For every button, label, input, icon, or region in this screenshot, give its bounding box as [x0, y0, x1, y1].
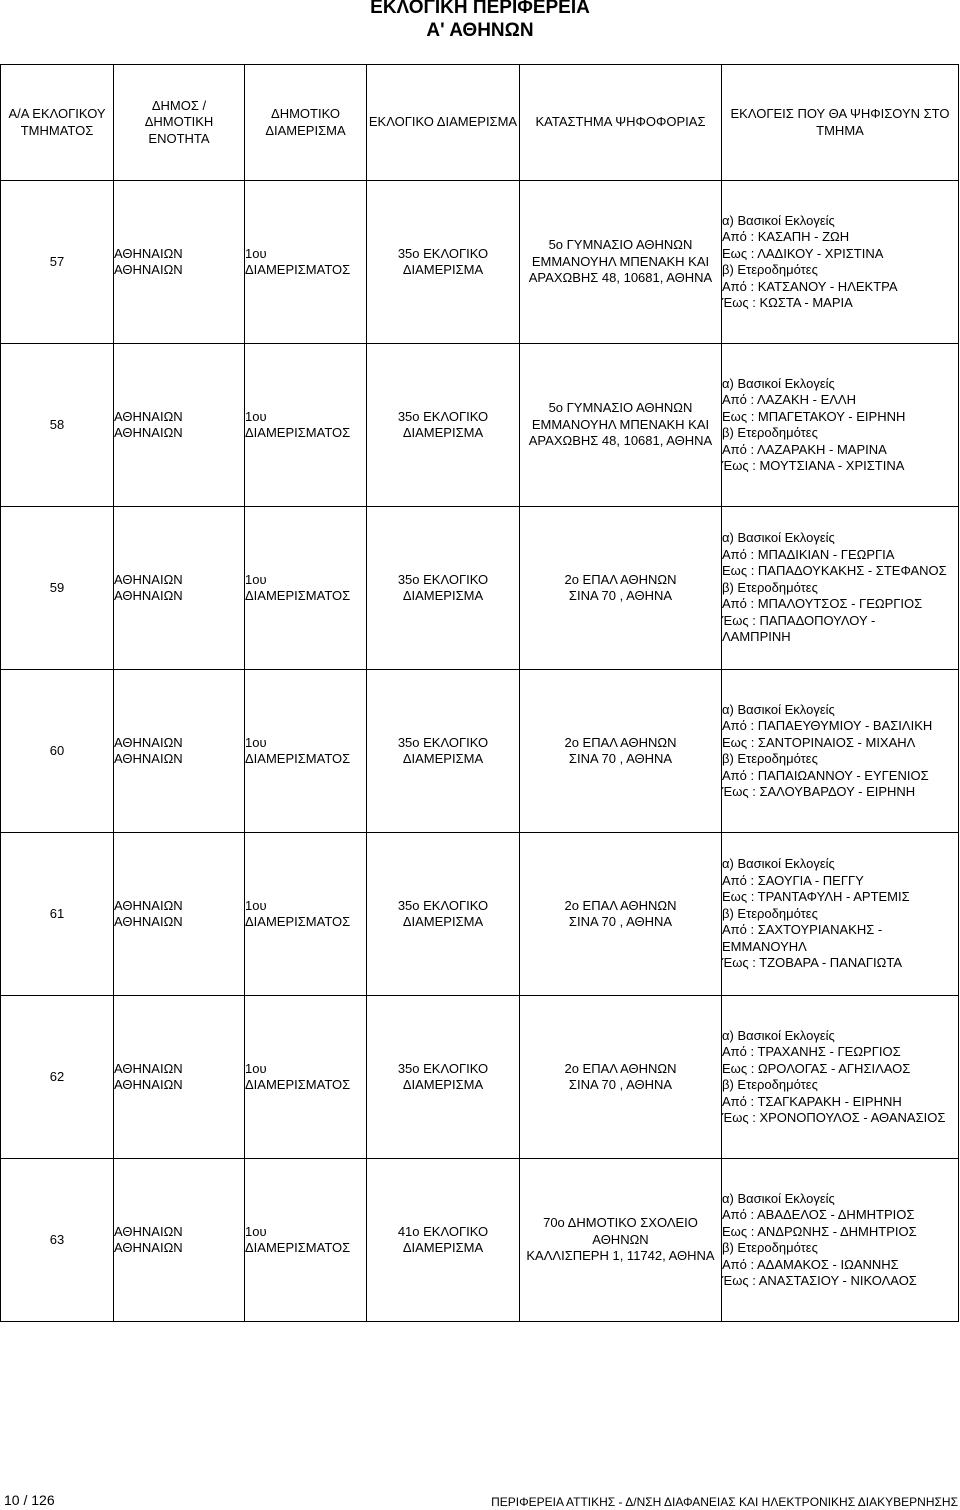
- cell-line: Από : ΑΔΑΜΑΚΟΣ - ΙΩΑΝΝΗΣ: [722, 1256, 899, 1272]
- cell-line: ΔΙΑΜΕΡΙΣΜΑ: [402, 751, 484, 766]
- table-row: [1, 344, 959, 507]
- cell-line: ΣΙΝΑ 70 , ΑΘΗΝΑ: [568, 914, 673, 929]
- cell-line: 5ο ΓΥΜΝΑΣΙΟ ΑΘΗΝΩΝ: [548, 400, 693, 416]
- cell-line: ΑΘΗΝΑΙΩΝ: [114, 751, 183, 766]
- cell-line: Εως : ΣΑΝΤΟΡΙΝΑΙΟΣ - ΜΙΧΑΗΛ: [722, 734, 916, 750]
- row-number: 58: [1, 344, 114, 507]
- table-row: [1, 996, 959, 1159]
- page-number: 10 / 126: [4, 1492, 55, 1508]
- katastima-cell: [520, 344, 722, 507]
- cell-line: 2ο ΕΠΑΛ ΑΘΗΝΩΝ: [564, 734, 677, 750]
- cell-line: ΔΙΑΜΕΡΙΣΜΑΤΟΣ: [245, 1240, 351, 1255]
- cell-line: Από : ΤΡΑΧΑΝΗΣ - ΓΕΩΡΓΙΟΣ: [722, 1044, 901, 1059]
- cell-line: 35ο ΕΚΛΟΓΙΚΟ: [397, 1060, 489, 1076]
- cell-line: ΑΘΗΝΑΙΩΝ: [114, 1077, 183, 1092]
- cell-line: α) Βασικοί Εκλογείς: [722, 375, 835, 391]
- cell-line: α) Βασικοί Εκλογείς: [722, 1190, 835, 1206]
- cell-line: β) Ετεροδημότες: [722, 579, 818, 595]
- cell-line: 1ου: [245, 897, 267, 913]
- cell-line: Έως : ΧΡΟΝΟΠΟΥΛΟΣ - ΑΘΑΝΑΣΙΟΣ: [722, 1110, 946, 1125]
- cell-line: ΔΙΑΜΕΡΙΣΜΑ: [402, 1077, 484, 1092]
- cell-line: Από : ΚΑΣΑΠΗ - ΖΩΗ: [722, 229, 850, 244]
- cell-line: Εως : ΑΝΔΡΩΝΗΣ - ΔΗΜΗΤΡΙΟΣ: [722, 1223, 917, 1239]
- eklogiko-cell: [367, 507, 520, 670]
- dimos-cell: [114, 833, 245, 996]
- row-number: 63: [1, 1159, 114, 1322]
- page-subtitle: Α' ΑΘΗΝΩΝ: [426, 20, 534, 41]
- katastima-cell: [520, 996, 722, 1159]
- cell-line: ΕΚΛΟΓΙΚΟ ΔΙΑΜΕΡΙΣΜΑ: [368, 114, 518, 130]
- cell-line: β) Ετεροδημότες: [722, 1240, 818, 1255]
- cell-line: ΚΑΤΑΣΤΗΜΑ ΨΗΦΟΦΟΡΙΑΣ: [535, 114, 706, 130]
- cell-line: 41ο ΕΚΛΟΓΙΚΟ: [397, 1223, 489, 1239]
- eklogiko-cell: [367, 1159, 520, 1322]
- cell-line: ΔΙΑΜΕΡΙΣΜΑ: [402, 914, 484, 929]
- cell-line: ΔΗΜΟΣ /: [151, 97, 207, 113]
- cell-line: β) Ετεροδημότες: [722, 262, 818, 277]
- katastima-cell: [520, 670, 722, 833]
- katastima-cell: [520, 507, 722, 670]
- cell-line: ΔΙΑΜΕΡΙΣΜΑΤΟΣ: [245, 914, 351, 929]
- cell-line: ΤΜΗΜΑ: [816, 122, 864, 138]
- dimos-cell: [114, 181, 245, 344]
- cell-line: 35ο ΕΚΛΟΓΙΚΟ: [397, 245, 489, 261]
- cell-line: ΑΘΗΝΑΙΩΝ: [114, 425, 183, 440]
- cell-line: ΚΑΛΛΙΣΠΕΡΗ 1, 11742, ΑΘΗΝΑ: [526, 1248, 715, 1264]
- diamerisma-cell: [245, 1159, 367, 1322]
- header-aa: [1, 65, 114, 181]
- cell-line: Εως : ΩΡΟΛΟΓΑΣ - ΑΓΗΣΙΛΑΟΣ: [722, 1060, 911, 1076]
- cell-line: 1ου: [245, 1223, 267, 1239]
- cell-line: α) Βασικοί Εκλογείς: [722, 701, 835, 717]
- cell-line: 35ο ΕΚΛΟΓΙΚΟ: [397, 897, 489, 913]
- diamerisma-cell: [245, 996, 367, 1159]
- cell-line: ΑΘΗΝΑΙΩΝ: [114, 245, 183, 261]
- cell-line: 2ο ΕΠΑΛ ΑΘΗΝΩΝ: [564, 1060, 677, 1076]
- cell-line: Έως : ΑΝΑΣΤΑΣΙΟΥ - ΝΙΚΟΛΑΟΣ: [722, 1273, 917, 1288]
- footer-organization: ΠΕΡΙΦΕΡΕΙΑ ΑΤΤΙΚΗΣ - Δ/ΝΣΗ ΔΙΑΦΑΝΕΙΑΣ ΚΑΙ ΗΛΕΚΤΡΟΝΙΚΗΣ ΔΙΑΚΥΒΕΡΝΗΣΗΣ: [491, 1495, 958, 1509]
- cell-line: ΑΘΗΝΑΙΩΝ: [114, 1240, 183, 1255]
- cell-line: ΕΝΟΤΗΤΑ: [148, 130, 210, 146]
- header-eklogiko: [367, 65, 520, 181]
- cell-line: Έως : ΣΑΛΟΥΒΑΡΔΟΥ - ΕΙΡΗΝΗ: [722, 784, 916, 799]
- cell-line: Έως : ΤΖΟΒΑΡΑ - ΠΑΝΑΓΙΩΤΑ: [722, 955, 903, 971]
- dimos-cell: [114, 344, 245, 507]
- row-number: 61: [1, 833, 114, 996]
- cell-line: ΣΙΝΑ 70 , ΑΘΗΝΑ: [568, 588, 673, 603]
- row-number: 59: [1, 507, 114, 670]
- cell-line: 5ο ΓΥΜΝΑΣΙΟ ΑΘΗΝΩΝ: [548, 237, 693, 253]
- cell-line: β) Ετεροδημότες: [722, 751, 818, 766]
- cell-line: ΔΗΜΟΤΙΚΟ: [271, 106, 340, 121]
- table-body: [1, 181, 959, 1322]
- cell-line: ΑΘΗΝΑΙΩΝ: [114, 1223, 183, 1239]
- cell-line: ΔΙΑΜΕΡΙΣΜΑ: [402, 262, 484, 277]
- row-number: 57: [1, 181, 114, 344]
- cell-line: 2ο ΕΠΑΛ ΑΘΗΝΩΝ: [564, 897, 677, 913]
- cell-line: Εως : ΠΑΠΑΔΟΥΚΑΚΗΣ - ΣΤΕΦΑΝΟΣ: [722, 563, 947, 579]
- cell-line: Από : ΛΑΖΑΡΑΚΗ - ΜΑΡΙΝΑ: [722, 441, 887, 457]
- header-dimotiko: [245, 65, 367, 181]
- cell-line: 35ο ΕΚΛΟΓΙΚΟ: [397, 408, 489, 424]
- diamerisma-cell: [245, 344, 367, 507]
- cell-line: Από : ΛΑΖΑΚΗ - ΕΛΛΗ: [722, 392, 856, 407]
- voters-cell: [722, 996, 959, 1159]
- table-row: [1, 670, 959, 833]
- cell-line: Από : ΠΑΠΑΕΥΘΥΜΙΟΥ - ΒΑΣΙΛΙΚΗ: [722, 718, 933, 733]
- cell-line: Από : ΚΑΤΣΑΝΟΥ - ΗΛΕΚΤΡΑ: [722, 278, 898, 294]
- cell-line: Από : ΠΑΠΑΙΩΑΝΝΟΥ - ΕΥΓΕΝΙΟΣ: [722, 767, 929, 783]
- cell-line: ΕΚΛΟΓΕΙΣ ΠΟΥ ΘΑ ΨΗΦΙΣΟΥΝ ΣΤΟ: [730, 106, 950, 121]
- cell-line: 35ο ΕΚΛΟΓΙΚΟ: [397, 571, 489, 587]
- voters-cell: [722, 507, 959, 670]
- cell-line: ΔΙΑΜΕΡΙΣΜΑΤΟΣ: [245, 262, 351, 277]
- cell-line: ΑΘΗΝΑΙΩΝ: [114, 914, 183, 929]
- polling-stations-table: [0, 64, 959, 1322]
- cell-line: Από : ΜΠΑΔΙΚΙΑΝ - ΓΕΩΡΓΙΑ: [722, 546, 895, 562]
- cell-line: ΔΙΑΜΕΡΙΣΜΑΤΟΣ: [245, 751, 351, 766]
- cell-line: 1ου: [245, 571, 267, 587]
- header-dimos: [114, 65, 245, 181]
- cell-line: ΛΑΜΠΡΙΝΗ: [722, 629, 791, 645]
- cell-line: ΑΘΗΝΑΙΩΝ: [114, 571, 183, 587]
- row-number: 60: [1, 670, 114, 833]
- diamerisma-cell: [245, 670, 367, 833]
- katastima-cell: [520, 1159, 722, 1322]
- dimos-cell: [114, 670, 245, 833]
- cell-line: 1ου: [245, 734, 267, 750]
- voters-cell: [722, 344, 959, 507]
- voters-cell: [722, 833, 959, 996]
- voters-cell: [722, 181, 959, 344]
- cell-line: 70ο ΔΗΜΟΤΙΚΟ ΣΧΟΛΕΙΟ: [543, 1215, 698, 1231]
- eklogiko-cell: [367, 670, 520, 833]
- cell-line: ΣΙΝΑ 70 , ΑΘΗΝΑ: [568, 751, 673, 766]
- katastima-cell: [520, 833, 722, 996]
- cell-line: Από : ΜΠΑΛΟΥΤΣΟΣ - ΓΕΩΡΓΙΟΣ: [722, 596, 923, 612]
- header-eklogeis: [722, 65, 959, 181]
- cell-line: ΕΜΜΑΝΟΥΗΛ: [722, 938, 807, 954]
- cell-line: 1ου: [245, 408, 267, 424]
- cell-line: Έως : ΠΑΠΑΔΟΠΟΥΛΟΥ -: [722, 612, 876, 628]
- table-row: [1, 181, 959, 344]
- cell-line: Εως : ΛΑΔΙΚΟΥ - ΧΡΙΣΤΙΝΑ: [722, 245, 884, 261]
- cell-line: 2ο ΕΠΑΛ ΑΘΗΝΩΝ: [564, 571, 677, 587]
- cell-line: α) Βασικοί Εκλογείς: [722, 1027, 835, 1043]
- cell-line: ΑΘΗΝΑΙΩΝ: [114, 734, 183, 750]
- cell-line: ΤΜΗΜΑΤΟΣ: [20, 122, 94, 138]
- cell-line: 1ου: [245, 1060, 267, 1076]
- table-row: [1, 833, 959, 996]
- table-header-row: [1, 65, 959, 181]
- cell-line: ΔΙΑΜΕΡΙΣΜΑΤΟΣ: [245, 1077, 351, 1092]
- cell-line: Από : ΑΒΑΔΕΛΟΣ - ΔΗΜΗΤΡΙΟΣ: [722, 1207, 915, 1222]
- eklogiko-cell: [367, 344, 520, 507]
- row-number: 62: [1, 996, 114, 1159]
- voters-cell: [722, 670, 959, 833]
- cell-line: 35ο ΕΚΛΟΓΙΚΟ: [397, 734, 489, 750]
- table-row: [1, 507, 959, 670]
- eklogiko-cell: [367, 996, 520, 1159]
- cell-line: Από : ΤΣΑΓΚΑΡΑΚΗ - ΕΙΡΗΝΗ: [722, 1093, 902, 1109]
- cell-line: α) Βασικοί Εκλογείς: [722, 530, 835, 546]
- cell-line: α) Βασικοί Εκλογείς: [722, 212, 835, 228]
- cell-line: ΔΗΜΟΤΙΚΗ: [144, 114, 214, 130]
- cell-line: ΑΘΗΝΑΙΩΝ: [114, 262, 183, 277]
- dimos-cell: [114, 1159, 245, 1322]
- cell-line: ΔΙΑΜΕΡΙΣΜΑ: [265, 122, 346, 138]
- cell-line: ΑΘΗΝΑΙΩΝ: [114, 408, 183, 424]
- diamerisma-cell: [245, 507, 367, 670]
- cell-line: ΑΡΑΧΩΒΗΣ 48, 10681, ΑΘΗΝΑ: [528, 270, 713, 286]
- dimos-cell: [114, 507, 245, 670]
- cell-line: ΔΙΑΜΕΡΙΣΜΑ: [402, 425, 484, 440]
- table-row: [1, 1159, 959, 1322]
- cell-line: Α/Α ΕΚΛΟΓΙΚΟΥ: [8, 106, 106, 121]
- cell-line: α) Βασικοί Εκλογείς: [722, 856, 835, 872]
- eklogiko-cell: [367, 181, 520, 344]
- cell-line: ΑΘΗΝΑΙΩΝ: [114, 1060, 183, 1076]
- cell-line: ΔΙΑΜΕΡΙΣΜΑΤΟΣ: [245, 588, 351, 603]
- header-katastima: [520, 65, 722, 181]
- cell-line: Έως : ΚΩΣΤΑ - ΜΑΡΙΑ: [722, 295, 853, 310]
- voters-cell: [722, 1159, 959, 1322]
- diamerisma-cell: [245, 833, 367, 996]
- cell-line: β) Ετεροδημότες: [722, 425, 818, 440]
- page-title: ΕΚΛΟΓΙΚΗ ΠΕΡΙΦΕΡΕΙΑ: [370, 0, 590, 18]
- cell-line: Εως : ΜΠΑΓΕΤΑΚΟΥ - ΕΙΡΗΝΗ: [722, 408, 906, 424]
- cell-line: ΣΙΝΑ 70 , ΑΘΗΝΑ: [568, 1077, 673, 1092]
- cell-line: Από : ΣΑΟΥΓΙΑ - ΠΕΓΓΥ: [722, 872, 864, 888]
- cell-line: ΔΙΑΜΕΡΙΣΜΑΤΟΣ: [245, 425, 351, 440]
- eklogiko-cell: [367, 833, 520, 996]
- cell-line: ΑΡΑΧΩΒΗΣ 48, 10681, ΑΘΗΝΑ: [528, 433, 713, 449]
- cell-line: Από : ΣΑΧΤΟΥΡΙΑΝΑΚΗΣ -: [722, 922, 883, 938]
- cell-line: β) Ετεροδημότες: [722, 1077, 818, 1092]
- cell-line: Έως : ΜΟΥΤΣΙΑΝΑ - ΧΡΙΣΤΙΝΑ: [722, 458, 905, 473]
- katastima-cell: [520, 181, 722, 344]
- cell-line: ΕΜΜΑΝΟΥΗΛ ΜΠΕΝΑΚΗ ΚΑΙ: [531, 253, 710, 269]
- cell-line: Εως : ΤΡΑΝΤΑΦΥΛΗ - ΑΡΤΕΜΙΣ: [722, 889, 910, 905]
- cell-line: ΑΘΗΝΑΙΩΝ: [114, 588, 183, 603]
- cell-line: ΔΙΑΜΕΡΙΣΜΑ: [402, 1240, 484, 1255]
- cell-line: 1ου: [245, 245, 267, 261]
- diamerisma-cell: [245, 181, 367, 344]
- dimos-cell: [114, 996, 245, 1159]
- cell-line: ΕΜΜΑΝΟΥΗΛ ΜΠΕΝΑΚΗ ΚΑΙ: [531, 416, 710, 432]
- cell-line: β) Ετεροδημότες: [722, 905, 818, 921]
- cell-line: ΑΘΗΝΑΙΩΝ: [114, 897, 183, 913]
- cell-line: ΔΙΑΜΕΡΙΣΜΑ: [402, 588, 484, 603]
- cell-line: ΑΘΗΝΩΝ: [592, 1231, 649, 1247]
